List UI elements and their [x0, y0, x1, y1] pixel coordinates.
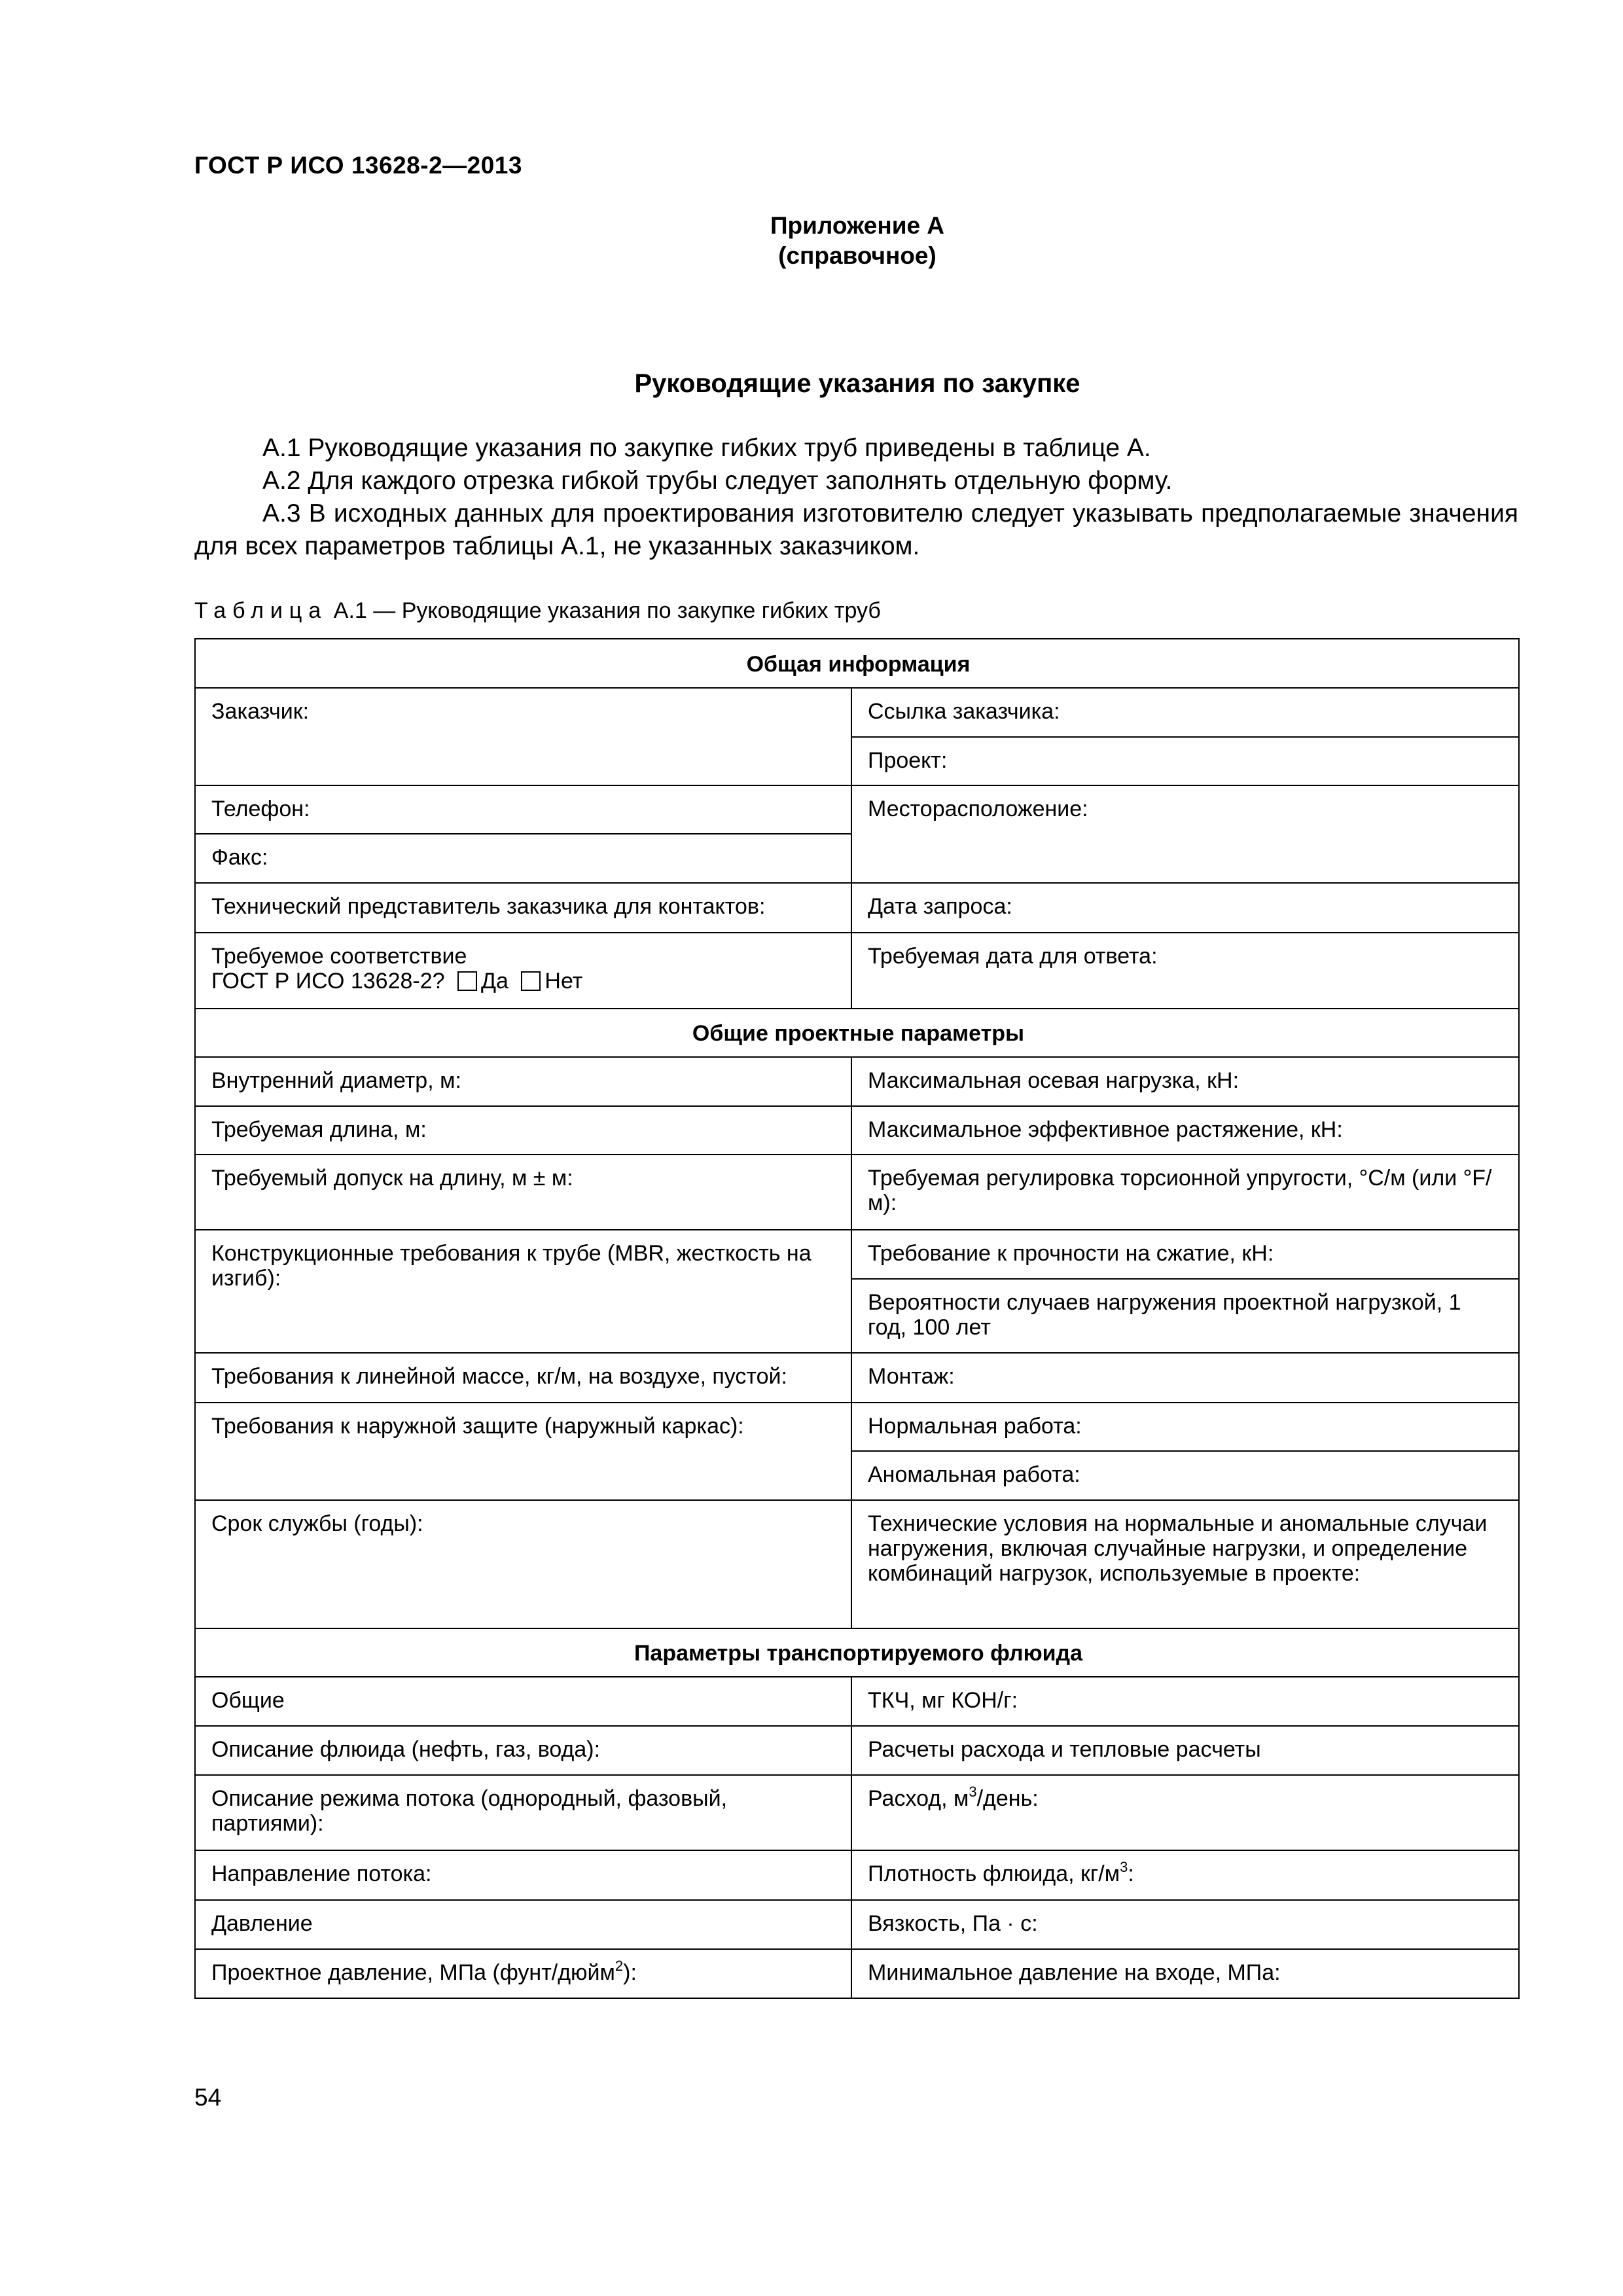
section-title: Руководящие указания по закупке: [634, 369, 1080, 398]
cell-request-date: Дата запроса:: [851, 883, 1519, 932]
cell-normal-operation: Нормальная работа:: [851, 1403, 1519, 1451]
cell-flow-thermal-calc: Расчеты расхода и тепловые расчеты: [851, 1726, 1519, 1775]
cell-flow-direction: Направление потока:: [195, 1850, 851, 1899]
cell-tech-conditions: Технические условия на нормальные и аномальные случаи нагружения, включая случайные нагрузки, и определение комбинаций нагрузок, используемые в проекте:: [851, 1500, 1519, 1628]
flow-rate-suffix: /день:: [976, 1786, 1039, 1812]
cell-fax: Факс:: [195, 834, 851, 883]
compliance-label: Требуемое соответствие: [211, 943, 467, 969]
label-yes: Да: [481, 968, 508, 994]
cell-general: Общие: [195, 1677, 851, 1726]
cell-inner-diameter: Внутренний диаметр, м:: [195, 1057, 851, 1106]
cell-length: Требуемая длина, м:: [195, 1106, 851, 1155]
cell-compliance: [195, 933, 851, 1009]
cell-length-tolerance: Требуемый допуск на длину, м ± м:: [195, 1155, 851, 1230]
appendix-heading: [0, 211, 1623, 271]
document-code: ГОСТ Р ИСО 13628-2—2013: [194, 152, 522, 179]
cell-tech-rep: Технический представитель заказчика для контактов:: [195, 883, 851, 932]
cell-viscosity: Вязкость, Па · с:: [851, 1900, 1519, 1949]
cell-abnormal-operation: Аномальная работа:: [851, 1451, 1519, 1500]
cell-structural-req: Конструкционные требования к трубе (MBR, жесткость на изгиб):: [195, 1230, 851, 1353]
procurement-table: [194, 638, 1520, 1999]
cell-customer: Заказчик:: [195, 688, 851, 785]
section-header-fluid: Параметры транспортируемого флюида: [195, 1628, 1519, 1677]
appendix-note: (справочное): [778, 242, 936, 269]
table-caption: [194, 598, 881, 624]
cell-max-axial-load: Максимальная осевая нагрузка, кН:: [851, 1057, 1519, 1106]
section-header-design: Общие проектные параметры: [195, 1009, 1519, 1057]
cell-load-probability: Вероятности случаев нагружения проектной нагрузкой, 1 год, 100 лет: [851, 1279, 1519, 1353]
design-pressure-suffix: ):: [623, 1960, 637, 1985]
appendix-title: Приложение А: [770, 212, 945, 239]
density-suffix: :: [1128, 1861, 1134, 1887]
table-caption-prefix: Таблица: [194, 598, 328, 623]
table-caption-text: А.1 — Руководящие указания по закупке гибких труб: [333, 598, 881, 623]
design-pressure-prefix: Проектное давление, МПа (фунт/дюйм: [211, 1960, 615, 1985]
cell-external-protection: Требования к наружной защите (наружный каркас):: [195, 1403, 851, 1500]
cell-flow-rate: [851, 1775, 1519, 1850]
checkbox-no[interactable]: [521, 971, 541, 991]
cell-phone: Телефон:: [195, 785, 851, 834]
paragraph-a2: А.2 Для каждого отрезка гибкой трубы следует заполнять отдельную форму.: [262, 467, 1173, 495]
paragraph-a1: А.1 Руководящие указания по закупке гибких труб приведены в таблице А.: [262, 434, 1151, 462]
intro-paragraphs: [194, 432, 1518, 563]
design-pressure-exponent: 2: [615, 1957, 624, 1974]
cell-tan: ТКЧ, мг КОН/г:: [851, 1677, 1519, 1726]
section-header-general: Общая информация: [195, 639, 1519, 688]
paragraph-a3: А.3 В исходных данных для проектирования изготовителю следует указывать предполагаемые значения для всех параметров таблицы А.1, не указанных заказчиком.: [194, 499, 1518, 560]
flow-rate-exponent: 3: [969, 1784, 977, 1801]
cell-min-inlet-pressure: Минимальное давление на входе, МПа:: [851, 1949, 1519, 1998]
flow-rate-prefix: Расход, м: [868, 1786, 969, 1812]
compliance-standard: ГОСТ Р ИСО 13628-2?: [211, 968, 445, 994]
cell-design-pressure: [195, 1949, 851, 1998]
cell-pressure: Давление: [195, 1900, 851, 1949]
density-prefix: Плотность флюида, кг/м: [868, 1861, 1120, 1887]
cell-max-effective-tension: Максимальное эффективное растяжение, кН:: [851, 1106, 1519, 1155]
cell-service-life: Срок службы (годы):: [195, 1500, 851, 1628]
cell-fluid-description: Описание флюида (нефть, газ, вода):: [195, 1726, 851, 1775]
cell-location: Месторасположение:: [851, 785, 1519, 883]
cell-project: Проект:: [851, 737, 1519, 785]
cell-linear-mass: Требования к линейной массе, кг/м, на воздухе, пустой:: [195, 1353, 851, 1402]
label-no: Нет: [544, 968, 583, 994]
compliance-question: [211, 969, 838, 994]
cell-density: [851, 1850, 1519, 1899]
cell-torsion-tuning: Требуемая регулировка торсионной упругости, °С/м (или °F/м):: [851, 1155, 1519, 1230]
cell-installation: Монтаж:: [851, 1353, 1519, 1402]
page-number: 54: [194, 2084, 222, 2111]
density-exponent: 3: [1120, 1859, 1128, 1876]
checkbox-yes[interactable]: [457, 971, 477, 991]
cell-customer-ref: Ссылка заказчика:: [851, 688, 1519, 737]
cell-response-date: Требуемая дата для ответа:: [851, 933, 1519, 1009]
cell-crush-strength: Требование к прочности на сжатие, кН:: [851, 1230, 1519, 1279]
cell-flow-regime: Описание режима потока (однородный, фазовый, партиями):: [195, 1775, 851, 1850]
